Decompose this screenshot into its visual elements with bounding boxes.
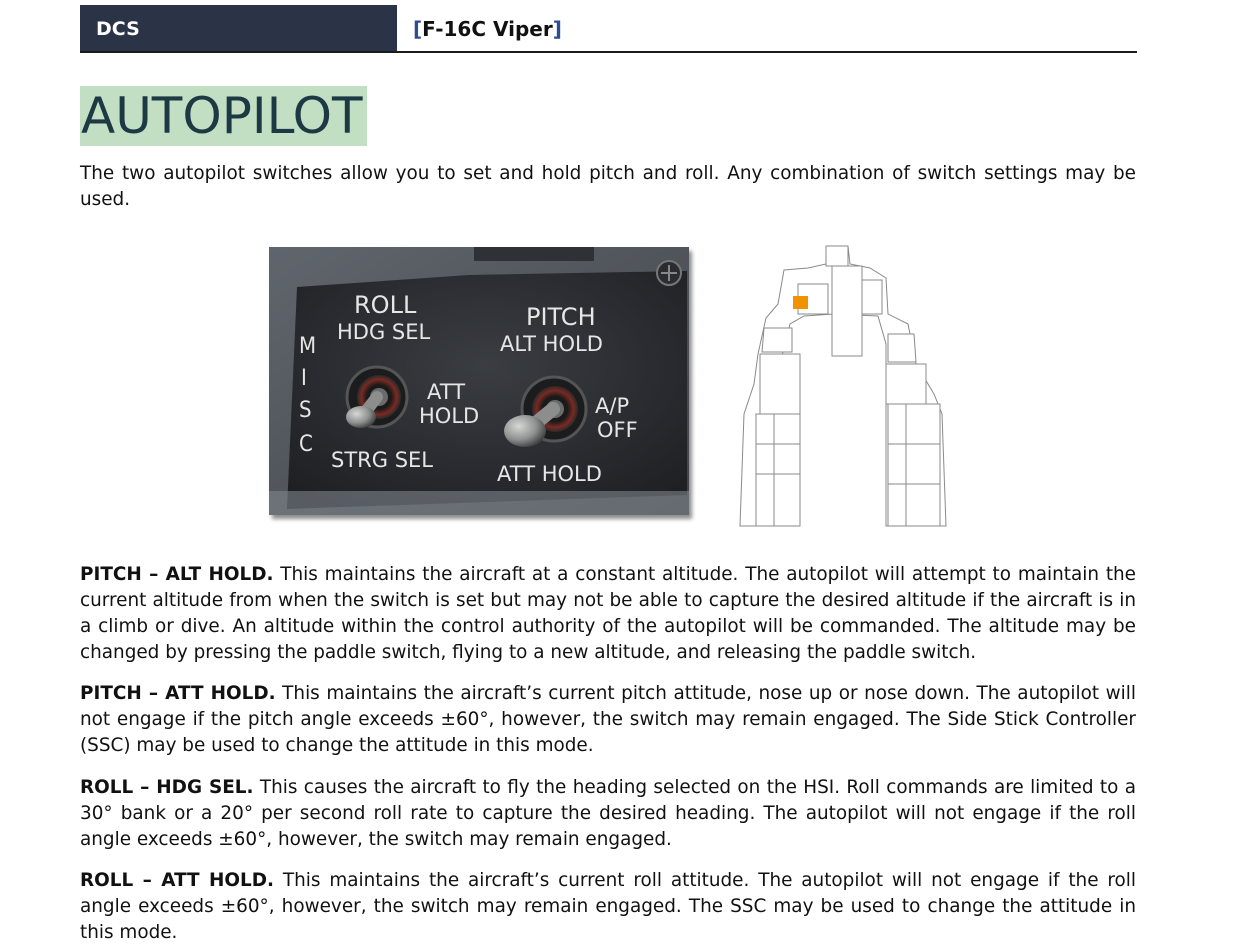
autopilot-switch-panel-image [269,247,689,515]
header-divider [80,51,1137,53]
section-heading: PITCH – ATT HOLD. [80,683,276,704]
section-pitch-att-hold [80,681,1136,759]
section-pitch-alt-hold [80,562,1136,666]
panel-location-marker [793,296,808,309]
bracket-open: [ [413,16,423,41]
att-label-2: HOLD [419,404,480,428]
section-heading: PITCH – ALT HOLD. [80,564,274,585]
side-label-m: M [299,334,317,359]
page-title: AUTOPILOT [80,86,367,146]
section-body: This maintains the aircraft at a constant altitude. The autopilot will attempt to maintain the current altitude from when the switch is set but may not be able to capture the desired altitude if the aircraft is in a climb or dive. An altitude within the control authority of the autopilot will be commanded. The altitude may be changed by pressing the paddle switch, flying to a new altitude, and releasing the paddle switch. [80,564,1136,663]
header-aircraft-label [413,5,562,52]
side-label-c: C [299,432,313,457]
bracket-close: ] [552,16,562,41]
ap-label-2: OFF [597,418,638,442]
cockpit-location-diagram [738,244,950,528]
side-label-s: S [299,398,312,423]
strg-sel-label: STRG SEL [331,448,433,472]
section-roll-hdg-sel [80,775,1136,853]
section-body: This maintains the aircraft’s current pitch attitude, nose up or nose down. The autopilot will not engage if the pitch angle exceeds ±60°, however, the switch may remain engaged. The Side Stick Controller (SSC) may be used to change the attitude in this mode. [80,683,1136,756]
intro-paragraph: The two autopilot switches allow you to set and hold pitch and roll. Any combination of switch settings may be used. [80,163,1136,210]
aircraft-name: F-16C Viper [422,16,553,41]
section-body: This causes the aircraft to fly the heading selected on the HSI. Roll commands are limited to a 30° bank or a 20° per second roll rate to capture the desired heading. The autopilot will not engage if the roll angle exceeds ±60°, however, the switch may remain engaged. [80,777,1136,850]
section-roll-att-hold [80,868,1136,946]
alt-hold-label: ALT HOLD [500,332,603,356]
section-heading: ROLL – HDG SEL. [80,777,254,798]
ap-label-1: A/P [595,394,630,418]
att-label-1: ATT [427,380,466,404]
roll-label: ROLL [354,291,417,319]
pitch-att-hold-label: ATT HOLD [497,462,602,486]
section-body: This maintains the aircraft’s current roll attitude. The autopilot will not engage if the roll angle exceeds ±60°, however, the switch may remain engaged. The SSC may be used to change the attitude in this mode. [80,870,1136,943]
hdg-sel-label: HDG SEL [337,320,431,344]
side-label-i: I [301,366,307,391]
roll-switch [346,367,407,428]
header-product-label: DCS [80,5,397,52]
pitch-label: PITCH [526,303,596,331]
section-heading: ROLL – ATT HOLD. [80,870,275,891]
